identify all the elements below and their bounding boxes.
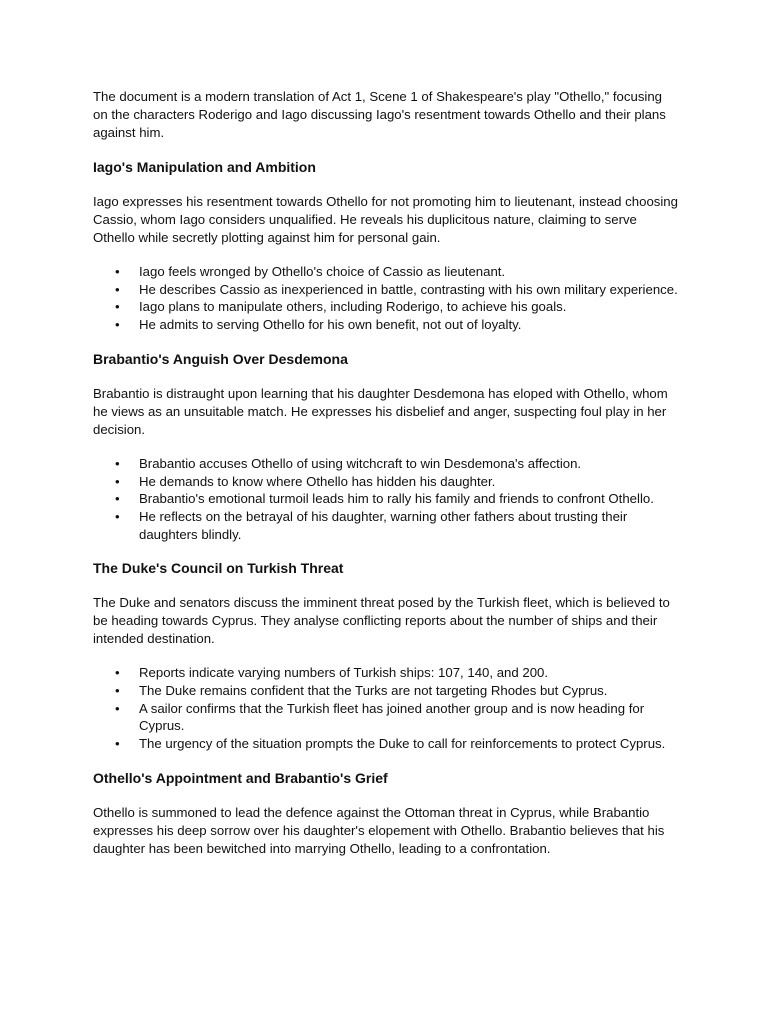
list-item: • He reflects on the betrayal of his daughter, warning other fathers about trusting their daughters blindly. — [115, 508, 628, 542]
bullet-icon: • — [115, 455, 120, 471]
section-heading-duke: The Duke's Council on Turkish Threat — [93, 560, 344, 577]
bullet-icon: • — [115, 508, 120, 524]
section-paragraph-brabantio: Brabantio is distraught upon learning that his daughter Desdemona has eloped with Othello, whom he views as an unsuitable match. He expresses his disbelief and anger, suspecting foul play in her decision. — [93, 385, 668, 437]
section-paragraph-duke: The Duke and senators discuss the imminent threat posed by the Turkish fleet, which is believed to be heading towards Cyprus. They analyse conflicting reports about the number of ships and their intended destination. — [93, 595, 670, 647]
bullet-icon: • — [115, 264, 120, 279]
bullet-icon: • — [115, 317, 120, 333]
section-heading-othello: Othello's Appointment and Brabantio's Grief — [93, 769, 388, 786]
list-item: • The Duke remains confident that the Turks are not targeting Rhodes but Cyprus. — [115, 683, 608, 699]
bullet-list-duke — [93, 664, 678, 753]
bullet-list-brabantio — [93, 455, 678, 544]
bullet-icon: • — [115, 473, 120, 489]
list-item: • He describes Cassio as inexperienced in battle, contrasting with his own military experience. — [115, 281, 678, 297]
list-item: • Brabantio's emotional turmoil leads him to rally his family and friends to confront Othello. — [115, 491, 654, 507]
section-paragraph-othello: Othello is summoned to lead the defence against the Ottoman threat in Cyprus, while Brabantio expresses his deep sorrow over his daughter's elopement with Othello. Brabantio believes that his daughter has been bewitched into marrying Othello, leading to a confrontation. — [93, 804, 665, 856]
list-item: • Brabantio accuses Othello of using witchcraft to win Desdemona's affection. — [115, 455, 582, 471]
list-item: • Iago plans to manipulate others, including Roderigo, to achieve his goals. — [115, 299, 567, 315]
list-item: • Iago feels wronged by Othello's choice of Cassio as lieutenant. — [115, 264, 506, 279]
bullet-list-iago — [93, 263, 678, 334]
section-paragraph-iago: Iago expresses his resentment towards Othello for not promoting him to lieutenant, instead choosing Cassio, whom Iago considers unqualified. He reveals his duplicitous nature, claiming to serve Othello while secretly plotting against him for personal gain. — [93, 194, 678, 245]
section-heading-brabantio: Brabantio's Anguish Over Desdemona — [93, 350, 348, 367]
bullet-icon: • — [115, 665, 120, 681]
list-item: • He demands to know where Othello has hidden his daughter. — [115, 473, 496, 489]
bullet-icon: • — [115, 281, 120, 297]
bullet-icon: • — [115, 736, 120, 752]
list-item: • A sailor confirms that the Turkish fleet has joined another group and is now heading for Cyprus. — [115, 700, 645, 734]
bullet-icon: • — [115, 683, 120, 699]
bullet-icon: • — [115, 299, 120, 315]
list-item: • Reports indicate varying numbers of Turkish ships: 107, 140, and 200. — [115, 665, 549, 681]
bullet-icon: • — [115, 700, 120, 716]
list-item: • He admits to serving Othello for his own benefit, not out of loyalty. — [115, 317, 522, 333]
intro-paragraph: The document is a modern translation of Act 1, Scene 1 of Shakespeare's play "Othello," focusing on the characters Roderigo and Iago discussing Iago's resentment towards Othello and their plans against him. — [93, 89, 666, 140]
bullet-icon: • — [115, 491, 120, 507]
section-heading-iago: Iago's Manipulation and Ambition — [93, 159, 316, 175]
list-item: • The urgency of the situation prompts the Duke to call for reinforcements to protect Cyprus. — [115, 736, 666, 752]
